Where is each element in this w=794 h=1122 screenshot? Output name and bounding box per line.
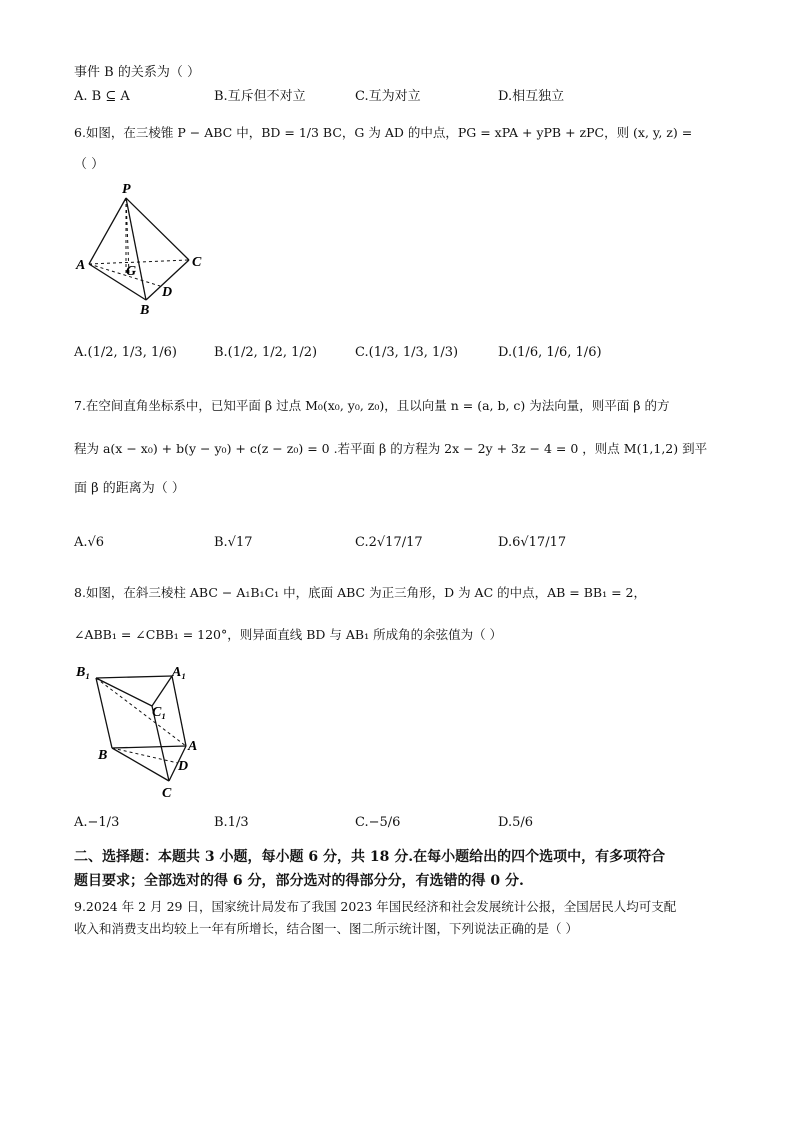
q5-option-b[interactable]: B.互斥但不对立 — [214, 89, 306, 104]
q6-label-p: P — [122, 182, 131, 197]
q7-option-b[interactable]: B.√17 — [214, 535, 253, 550]
q8-label-a: A — [188, 739, 198, 754]
q8-option-c[interactable]: C.−5/6 — [355, 815, 401, 830]
q6-label-g: G — [126, 264, 137, 279]
q8-option-b[interactable]: B.1/3 — [214, 815, 249, 830]
q6-tetrahedron-figure — [74, 180, 214, 320]
q6-label-d: D — [162, 285, 173, 300]
q8-option-a[interactable]: A.−1/3 — [74, 815, 120, 830]
q8-label-c1: C₁ — [152, 705, 167, 720]
q7-option-a[interactable]: A.√6 — [74, 535, 105, 550]
q6-label-a: A — [76, 258, 86, 273]
q5-option-c[interactable]: C.互为对立 — [355, 89, 421, 104]
q5-option-a[interactable]: A. B ⊆ A — [74, 89, 130, 104]
q8-prism-figure — [74, 656, 214, 802]
q7-option-c[interactable]: C.2√17/17 — [355, 535, 423, 550]
section-2-heading-line-1: 二、选择题：本题共 3 小题，每小题 6 分，共 18 分.在每小题给出的四个选项中，有多项符合 — [74, 849, 666, 865]
q6-label-c: C — [192, 255, 202, 270]
q8-label-b: B — [98, 748, 108, 763]
q8-line-1: 8.如图，在斜三棱柱 ABC − A₁B₁C₁ 中，底面 ABC 为正三角形，D 为 AC 的中点，AB = BB₁ = 2， — [74, 585, 646, 600]
q9-line-2: 收入和消费支出均较上一年有所增长，结合图一、图二所示统计图，下列说法正确的是（ ） — [74, 921, 578, 936]
q7-line-3: 面 β 的距离为（ ） — [74, 481, 185, 496]
q8-option-d[interactable]: D.5/6 — [498, 815, 534, 830]
q6-label-b: B — [140, 303, 150, 318]
q9-line-1: 9.2024 年 2 月 29 日，国家统计局发布了我国 2023 年国民经济和社会发展统计公报，全国居民人均可支配 — [74, 899, 677, 914]
q5-tail-text: 事件 B 的关系为（ ） — [74, 65, 200, 80]
q6-question-text: 6.如图，在三棱锥 P − ABC 中，BD = 1/3 BC，G 为 AD 的中点，PG = xPA + yPB + zPC，则 (x, y, z) = — [74, 125, 693, 140]
section-2-heading-line-2: 题目要求；全部选对的得 6 分，部分选对的得部分分，有选错的得 0 分. — [74, 873, 524, 889]
q8-label-b1: B₁ — [76, 665, 91, 680]
q8-label-d: D — [178, 759, 189, 774]
q6-option-d[interactable]: D.(1/6, 1/6, 1/6) — [498, 345, 602, 360]
q7-option-d[interactable]: D.6√17/17 — [498, 535, 567, 550]
q6-option-b[interactable]: B.(1/2, 1/2, 1/2) — [214, 345, 318, 360]
q8-label-a1: A₁ — [172, 665, 187, 680]
q8-line-2: ∠ABB₁ = ∠CBB₁ = 120°，则异面直线 BD 与 AB₁ 所成角的余弦值为（ ） — [74, 627, 503, 642]
q6-paren: （ ） — [74, 157, 105, 172]
q6-option-a[interactable]: A.(1/2, 1/3, 1/6) — [74, 345, 177, 360]
q7-line-1: 7.在空间直角坐标系中，已知平面 β 过点 M₀(x₀, y₀, z₀)，且以向量 n = (a, b, c) 为法向量，则平面 β 的方 — [74, 398, 670, 413]
q6-option-c[interactable]: C.(1/3, 1/3, 1/3) — [355, 345, 459, 360]
q5-option-d[interactable]: D.相互独立 — [498, 89, 565, 104]
q8-label-c: C — [162, 786, 172, 801]
q7-line-2: 程为 a(x − x₀) + b(y − y₀) + c(z − z₀) = 0 .若平面 β 的方程为 2x − 2y + 3z − 4 = 0 ，则点 M(1,1,2) 到平 — [74, 441, 708, 456]
